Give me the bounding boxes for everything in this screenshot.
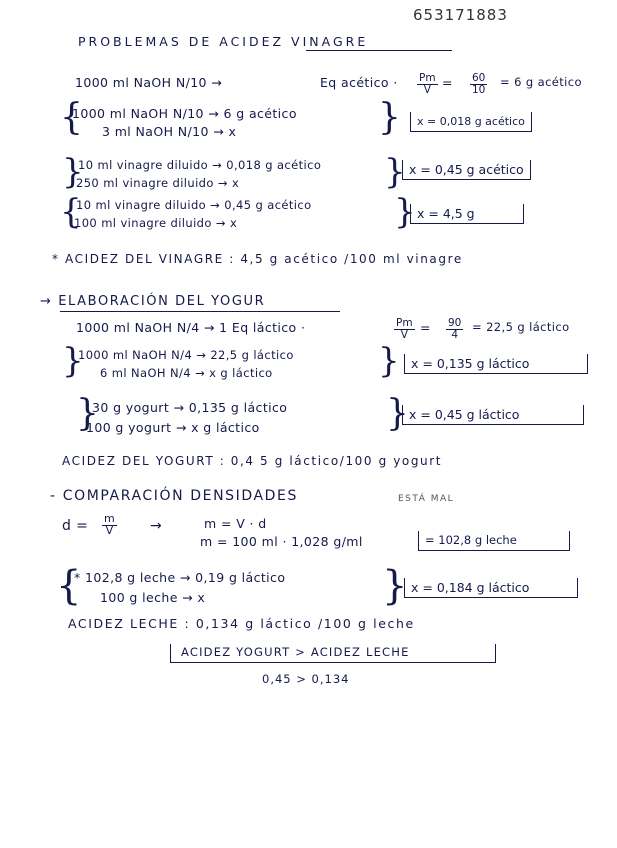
- fraction-numerator: Pm: [419, 72, 436, 84]
- fraction-denominator: V: [423, 84, 431, 96]
- vinegar-p1-line-a: 1000 ml NaOH N/10 → 6 g acético: [72, 106, 297, 121]
- brace: {: [60, 192, 82, 232]
- density-note: ESTÁ MAL: [398, 494, 455, 504]
- vinegar-p2-result-box: x = 0,45 g acético: [402, 160, 531, 180]
- vinegar-eq-line: 1000 ml NaOH N/10 →: [75, 75, 223, 90]
- vinegar-p3-line-a: 10 ml vinagre diluido → 0,45 g acético: [76, 198, 312, 212]
- equals-sign: =: [420, 320, 431, 335]
- brace: }: [378, 341, 400, 381]
- yogurt-eq-result: = 22,5 g láctico: [472, 320, 570, 334]
- mass-result-box: = 102,8 g leche: [418, 531, 570, 551]
- vinegar-eq-result: = 6 g acético: [500, 75, 582, 89]
- brace: }: [384, 152, 406, 192]
- yogurt-p2-line-b: 100 g yogurt → x g láctico: [86, 420, 260, 435]
- brace: {: [56, 563, 82, 609]
- density-arrow: →: [150, 518, 163, 534]
- brace: }: [382, 563, 408, 609]
- brace: }: [62, 152, 84, 192]
- vinegar-p3-result-box: x = 4,5 g: [410, 204, 524, 224]
- brace: }: [62, 341, 84, 381]
- yogurt-p2-result-box: x = 0,45 g láctico: [402, 405, 584, 425]
- fraction-denominator: V: [400, 329, 408, 341]
- vinegar-pm-fraction: [417, 73, 438, 95]
- comparison-box: [170, 644, 496, 663]
- yogurt-p2-line-a: 30 g yogurt → 0,135 g láctico: [92, 400, 288, 415]
- yogurt-heading: → ELABORACIÓN DEL YOGUR: [40, 294, 266, 309]
- yogurt-p1-result-box: x = 0,135 g láctico: [404, 354, 588, 374]
- vinegar-value-fraction: [470, 73, 487, 95]
- yogurt-acidity-result: ACIDEZ DEL YOGURT : 0,4 5 g láctico/100 g yogurt: [62, 454, 443, 468]
- density-formula-left: d =: [62, 518, 89, 534]
- yogurt-p1-line-a: 1000 ml NaOH N/4 → 22,5 g láctico: [78, 348, 294, 362]
- fraction-denominator: 10: [472, 84, 486, 96]
- milk-acidity-result: ACIDEZ LECHE : 0,134 g láctico /100 g leche: [68, 616, 415, 631]
- fraction-numerator: m: [104, 512, 115, 525]
- brace: }: [386, 393, 409, 434]
- mass-calculation: m = 100 ml · 1,028 g/ml: [200, 534, 363, 549]
- milk-p1-line-a: * 102,8 g leche → 0,19 g láctico: [74, 570, 286, 585]
- density-fraction: [102, 514, 117, 536]
- yogurt-eq-line: 1000 ml NaOH N/4 → 1 Eq láctico ·: [76, 320, 306, 335]
- brace: }: [378, 97, 401, 138]
- yogurt-heading-underline: [60, 311, 340, 312]
- vinegar-p2-line-b: 250 ml vinagre diluido → x: [76, 176, 240, 190]
- fraction-denominator: 4: [451, 329, 459, 341]
- vinegar-p3-line-b: 100 ml vinagre diluido → x: [74, 216, 238, 230]
- fraction-numerator: Pm: [396, 317, 413, 329]
- brace: }: [76, 393, 99, 434]
- vinegar-acidity-result: * ACIDEZ DEL VINAGRE : 4,5 g acético /100 ml vinagre: [52, 252, 463, 266]
- milk-p1-result-box: x = 0,184 g láctico: [404, 578, 578, 598]
- fraction-numerator: 60: [472, 72, 486, 84]
- fraction-numerator: 90: [448, 317, 462, 329]
- vinegar-p1-line-b: 3 ml NaOH N/10 → x: [102, 124, 237, 139]
- yogurt-p1-line-b: 6 ml NaOH N/4 → x g láctico: [100, 366, 273, 380]
- milk-p1-line-b: 100 g leche → x: [100, 590, 206, 605]
- vinegar-eq-label: Eq acético ·: [320, 75, 398, 90]
- mass-formula: m = V · d: [204, 516, 267, 531]
- page-title: PROBLEMAS DE ACIDEZ VINAGRE: [78, 34, 369, 49]
- density-heading: - COMPARACIÓN DENSIDADES: [50, 488, 298, 504]
- yogurt-pm-fraction: [394, 318, 415, 340]
- vinegar-p2-line-a: 10 ml vinagre diluido → 0,018 g acético: [78, 158, 322, 172]
- title-underline: [306, 50, 452, 51]
- yogurt-value-fraction: [446, 318, 463, 340]
- brace: }: [394, 192, 416, 232]
- comparison-values: 0,45 > 0,134: [262, 672, 350, 686]
- comparison-label: ACIDEZ YOGURT > ACIDEZ LECHE: [181, 645, 410, 659]
- fraction-denominator: V: [105, 524, 114, 537]
- vinegar-p1-result-box: x = 0,018 g acético: [410, 112, 532, 132]
- equals-sign: =: [442, 75, 453, 90]
- brace: {: [60, 97, 83, 138]
- document-code: 653171883: [413, 6, 508, 24]
